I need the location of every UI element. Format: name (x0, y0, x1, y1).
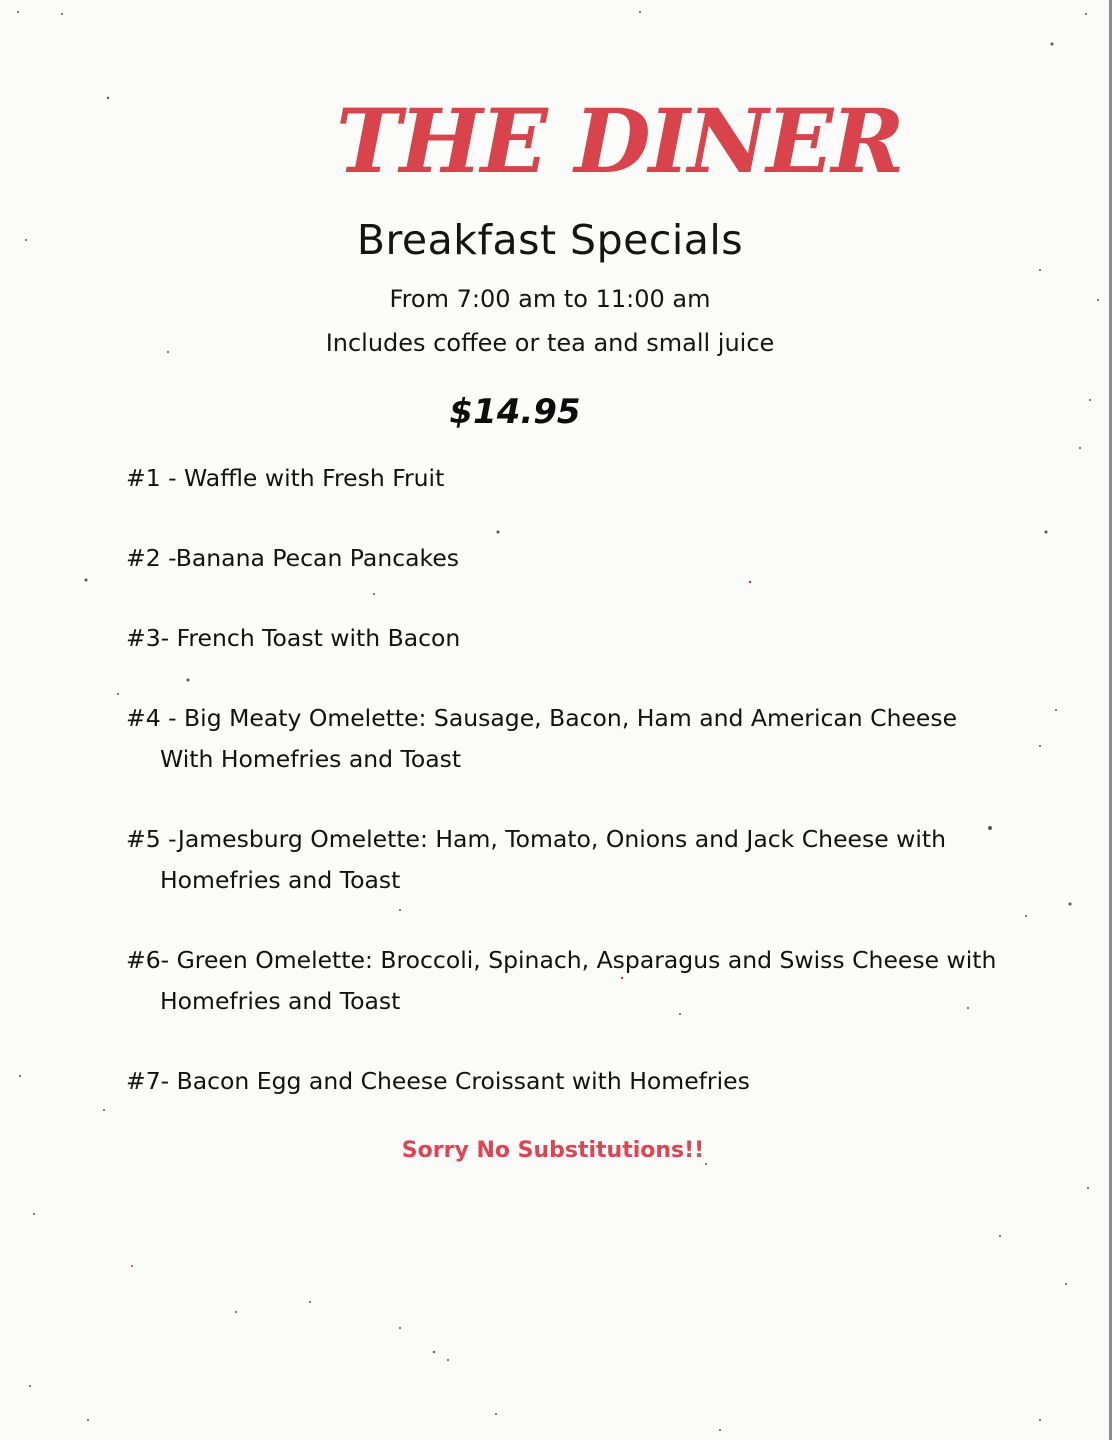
menu-item-line1: #2 -Banana Pecan Pancakes (126, 544, 460, 572)
diner-logo (330, 88, 910, 188)
menu-item-line1: #3- French Toast with Bacon (126, 624, 461, 652)
menu-item (126, 1061, 1006, 1102)
menu-item-line2: Homefries and Toast (160, 987, 401, 1015)
menu-item (126, 458, 1006, 499)
price-text: $14.95 (449, 392, 581, 432)
logo-text: THE DINER (336, 89, 903, 188)
menu-item-list (126, 458, 1006, 1141)
menu-item-line1: #4 - Big Meaty Omelette: Sausage, Bacon, Ham and American Cheese (126, 704, 958, 732)
menu-item-line2: With Homefries and Toast (160, 745, 462, 773)
menu-item (126, 819, 1006, 901)
no-substitutions-note: Sorry No Substitutions!! (401, 1138, 705, 1163)
menu-item-line1: #5 -Jamesburg Omelette: Ham, Tomato, Onions and Jack Cheese with (126, 825, 947, 853)
includes-text: Includes coffee or tea and small juice (325, 329, 775, 357)
menu-item-line1: #7- Bacon Egg and Cheese Croissant with Homefries (126, 1067, 750, 1095)
menu-item (126, 618, 1006, 659)
menu-item (126, 698, 1006, 780)
page-title: Breakfast Specials (356, 216, 744, 264)
menu-item-line1: #1 - Waffle with Fresh Fruit (126, 464, 445, 492)
menu-item (126, 538, 1006, 579)
hours-text: From 7:00 am to 11:00 am (389, 285, 711, 313)
menu-item-line1: #6- Green Omelette: Broccoli, Spinach, Asparagus and Swiss Cheese with (126, 946, 997, 974)
menu-item (126, 940, 1006, 1022)
menu-item-line2: Homefries and Toast (160, 866, 401, 894)
